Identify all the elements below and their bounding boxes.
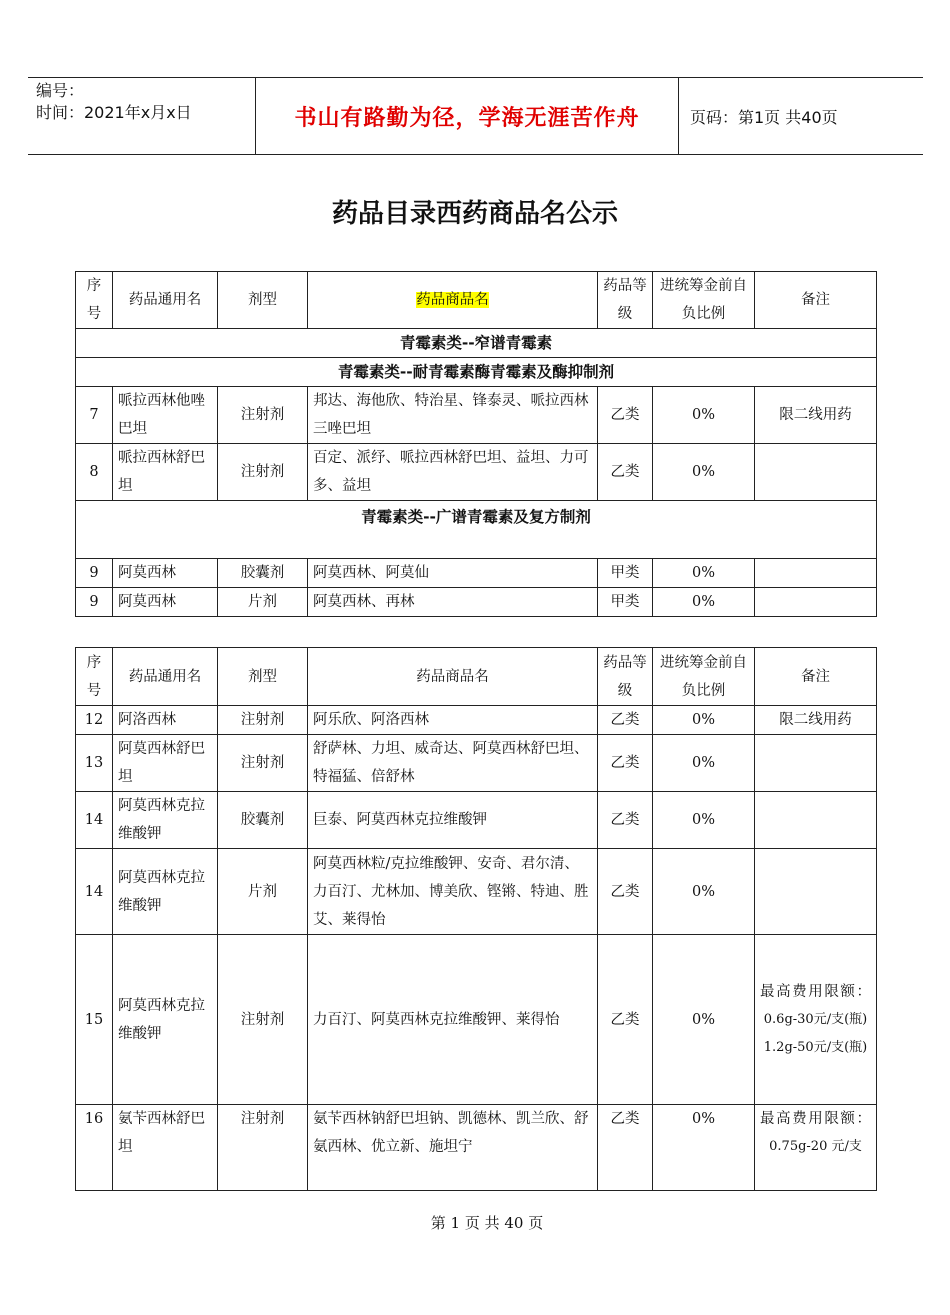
cell-ratio: 0% [653,706,755,735]
section-heading: 青霉素类--窄谱青霉素 [76,329,877,358]
cell-generic-name: 阿莫西林 [113,559,218,588]
brand-header-highlight: 药品商品名 [416,292,489,308]
cell-ratio: 0% [653,588,755,617]
cell-grade: 甲类 [598,588,653,617]
cell-generic-name: 阿莫西林克拉维酸钾 [113,792,218,849]
cell-form: 胶囊剂 [218,559,308,588]
drug-table-2 [75,647,877,1191]
cell-form: 胶囊剂 [218,792,308,849]
page-title: 药品目录西药商品名公示 [331,199,618,229]
note-line: 1.2g-50元/支(瓶) [763,1039,868,1055]
col-header-no: 序号 [76,648,113,706]
header-meta [36,80,192,124]
cell-generic-name: 哌拉西林他唑巴坦 [113,387,218,444]
col-header-ratio: 进统筹金前自负比例 [653,648,755,706]
cell-generic-name: 阿莫西林 [113,588,218,617]
cell-brand-names: 力百汀、阿莫西林克拉维酸钾、莱得怡 [308,935,598,1105]
cell-brand-names: 巨泰、阿莫西林克拉维酸钾 [308,792,598,849]
cell-no: 9 [76,559,113,588]
cell-no: 16 [76,1105,113,1191]
cell-grade: 乙类 [598,1105,653,1191]
cell-brand-names: 邦达、海他欣、特治星、锋泰灵、哌拉西林三唑巴坦 [308,387,598,444]
table-row [76,935,877,1105]
table-row [76,792,877,849]
cell-no: 12 [76,706,113,735]
cell-brand-names: 阿莫西林粒/克拉维酸钾、安奇、君尔清、力百汀、尤林加、博美欣、铿锵、特迪、胜艾、莱得怡 [308,849,598,935]
cell-form: 注射剂 [218,706,308,735]
table-row [76,588,877,617]
col-header-brand-names [308,272,598,329]
cell-brand-names: 阿乐欣、阿洛西林 [308,706,598,735]
cell-form: 注射剂 [218,387,308,444]
cell-note [755,559,877,588]
cell-ratio: 0% [653,792,755,849]
cell-form: 注射剂 [218,1105,308,1191]
header-divider [678,78,679,155]
cell-note [755,735,877,792]
cell-form: 注射剂 [218,735,308,792]
cell-form: 注射剂 [218,444,308,501]
cell-grade: 乙类 [598,706,653,735]
note-line: 0.6g-30元/支(瓶) [763,1011,868,1027]
col-header-form: 剂型 [218,272,308,329]
cell-grade: 乙类 [598,935,653,1105]
col-header-grade: 药品等级 [598,272,653,329]
table-row [76,735,877,792]
cell-no: 7 [76,387,113,444]
cell-generic-name: 阿莫西林克拉维酸钾 [113,849,218,935]
cell-form: 片剂 [218,849,308,935]
col-header-generic-name: 药品通用名 [113,272,218,329]
cell-ratio: 0% [653,849,755,935]
cell-ratio: 0% [653,559,755,588]
cell-note: 限二线用药 [755,706,877,735]
header-page-info: 页码：第1页 共40页 [690,108,838,127]
doc-number-label: 编号： [36,81,85,100]
col-header-grade: 药品等级 [598,648,653,706]
table-row [76,444,877,501]
cell-generic-name: 阿莫西林克拉维酸钾 [113,935,218,1105]
cell-grade: 乙类 [598,444,653,501]
table-header-row [76,648,877,706]
cell-ratio: 0% [653,387,755,444]
doc-time-label: 时间：2021年x月x日 [36,103,192,122]
table-row [76,706,877,735]
cell-brand-names: 百定、派纾、哌拉西林舒巴坦、益坦、力可多、益坦 [308,444,598,501]
cell-ratio: 0% [653,735,755,792]
cell-ratio: 0% [653,935,755,1105]
cell-note: 限二线用药 [755,387,877,444]
cell-grade: 乙类 [598,849,653,935]
section-heading: 青霉素类--广谱青霉素及复方制剂 [76,501,877,559]
cell-grade: 乙类 [598,387,653,444]
drug-table-1 [75,271,877,617]
cell-generic-name: 阿莫西林舒巴坦 [113,735,218,792]
cell-no: 14 [76,849,113,935]
page-footer: 第 1 页 共 40 页 [430,1214,544,1232]
cell-form: 注射剂 [218,935,308,1105]
cell-no: 8 [76,444,113,501]
col-header-note: 备注 [755,272,877,329]
cell-brand-names: 阿莫西林、再林 [308,588,598,617]
cell-ratio: 0% [653,1105,755,1191]
cell-no: 15 [76,935,113,1105]
cell-brand-names: 氨苄西林钠舒巴坦钠、凯德林、凯兰欣、舒氨西林、优立新、施坦宁 [308,1105,598,1191]
table-row [76,1105,877,1191]
cell-no: 14 [76,792,113,849]
cell-ratio: 0% [653,444,755,501]
col-header-ratio: 进统筹金前自负比例 [653,272,755,329]
col-header-generic-name: 药品通用名 [113,648,218,706]
cell-grade: 甲类 [598,559,653,588]
cell-generic-name: 阿洛西林 [113,706,218,735]
table-header-row [76,272,877,329]
cell-no: 13 [76,735,113,792]
cell-brand-names: 舒萨林、力坦、威奇达、阿莫西林舒巴坦、特福猛、倍舒林 [308,735,598,792]
note-line: 最高费用限额： [760,983,871,1000]
cell-note [755,444,877,501]
cell-note [755,849,877,935]
cell-form: 片剂 [218,588,308,617]
col-header-brand-names: 药品商品名 [308,648,598,706]
col-header-no: 序号 [76,272,113,329]
cell-grade: 乙类 [598,792,653,849]
table-row [76,387,877,444]
cell-generic-name: 氨苄西林舒巴坦 [113,1105,218,1191]
cell-no: 9 [76,588,113,617]
cell-generic-name: 哌拉西林舒巴坦 [113,444,218,501]
table-row [76,559,877,588]
cell-note [755,1105,877,1191]
cell-note [755,935,877,1105]
cell-brand-names: 阿莫西林、阿莫仙 [308,559,598,588]
note-line: 最高费用限额： [760,1111,871,1127]
col-header-form: 剂型 [218,648,308,706]
note-line: 0.75g-20 元/支 [769,1139,862,1154]
cell-note [755,792,877,849]
cell-grade: 乙类 [598,735,653,792]
section-heading: 青霉素类--耐青霉素酶青霉素及酶抑制剂 [76,358,877,387]
cell-note [755,588,877,617]
header-motto: 书山有路勤为径，学海无涯苦作舟 [294,106,640,131]
table-row [76,849,877,935]
col-header-note: 备注 [755,648,877,706]
